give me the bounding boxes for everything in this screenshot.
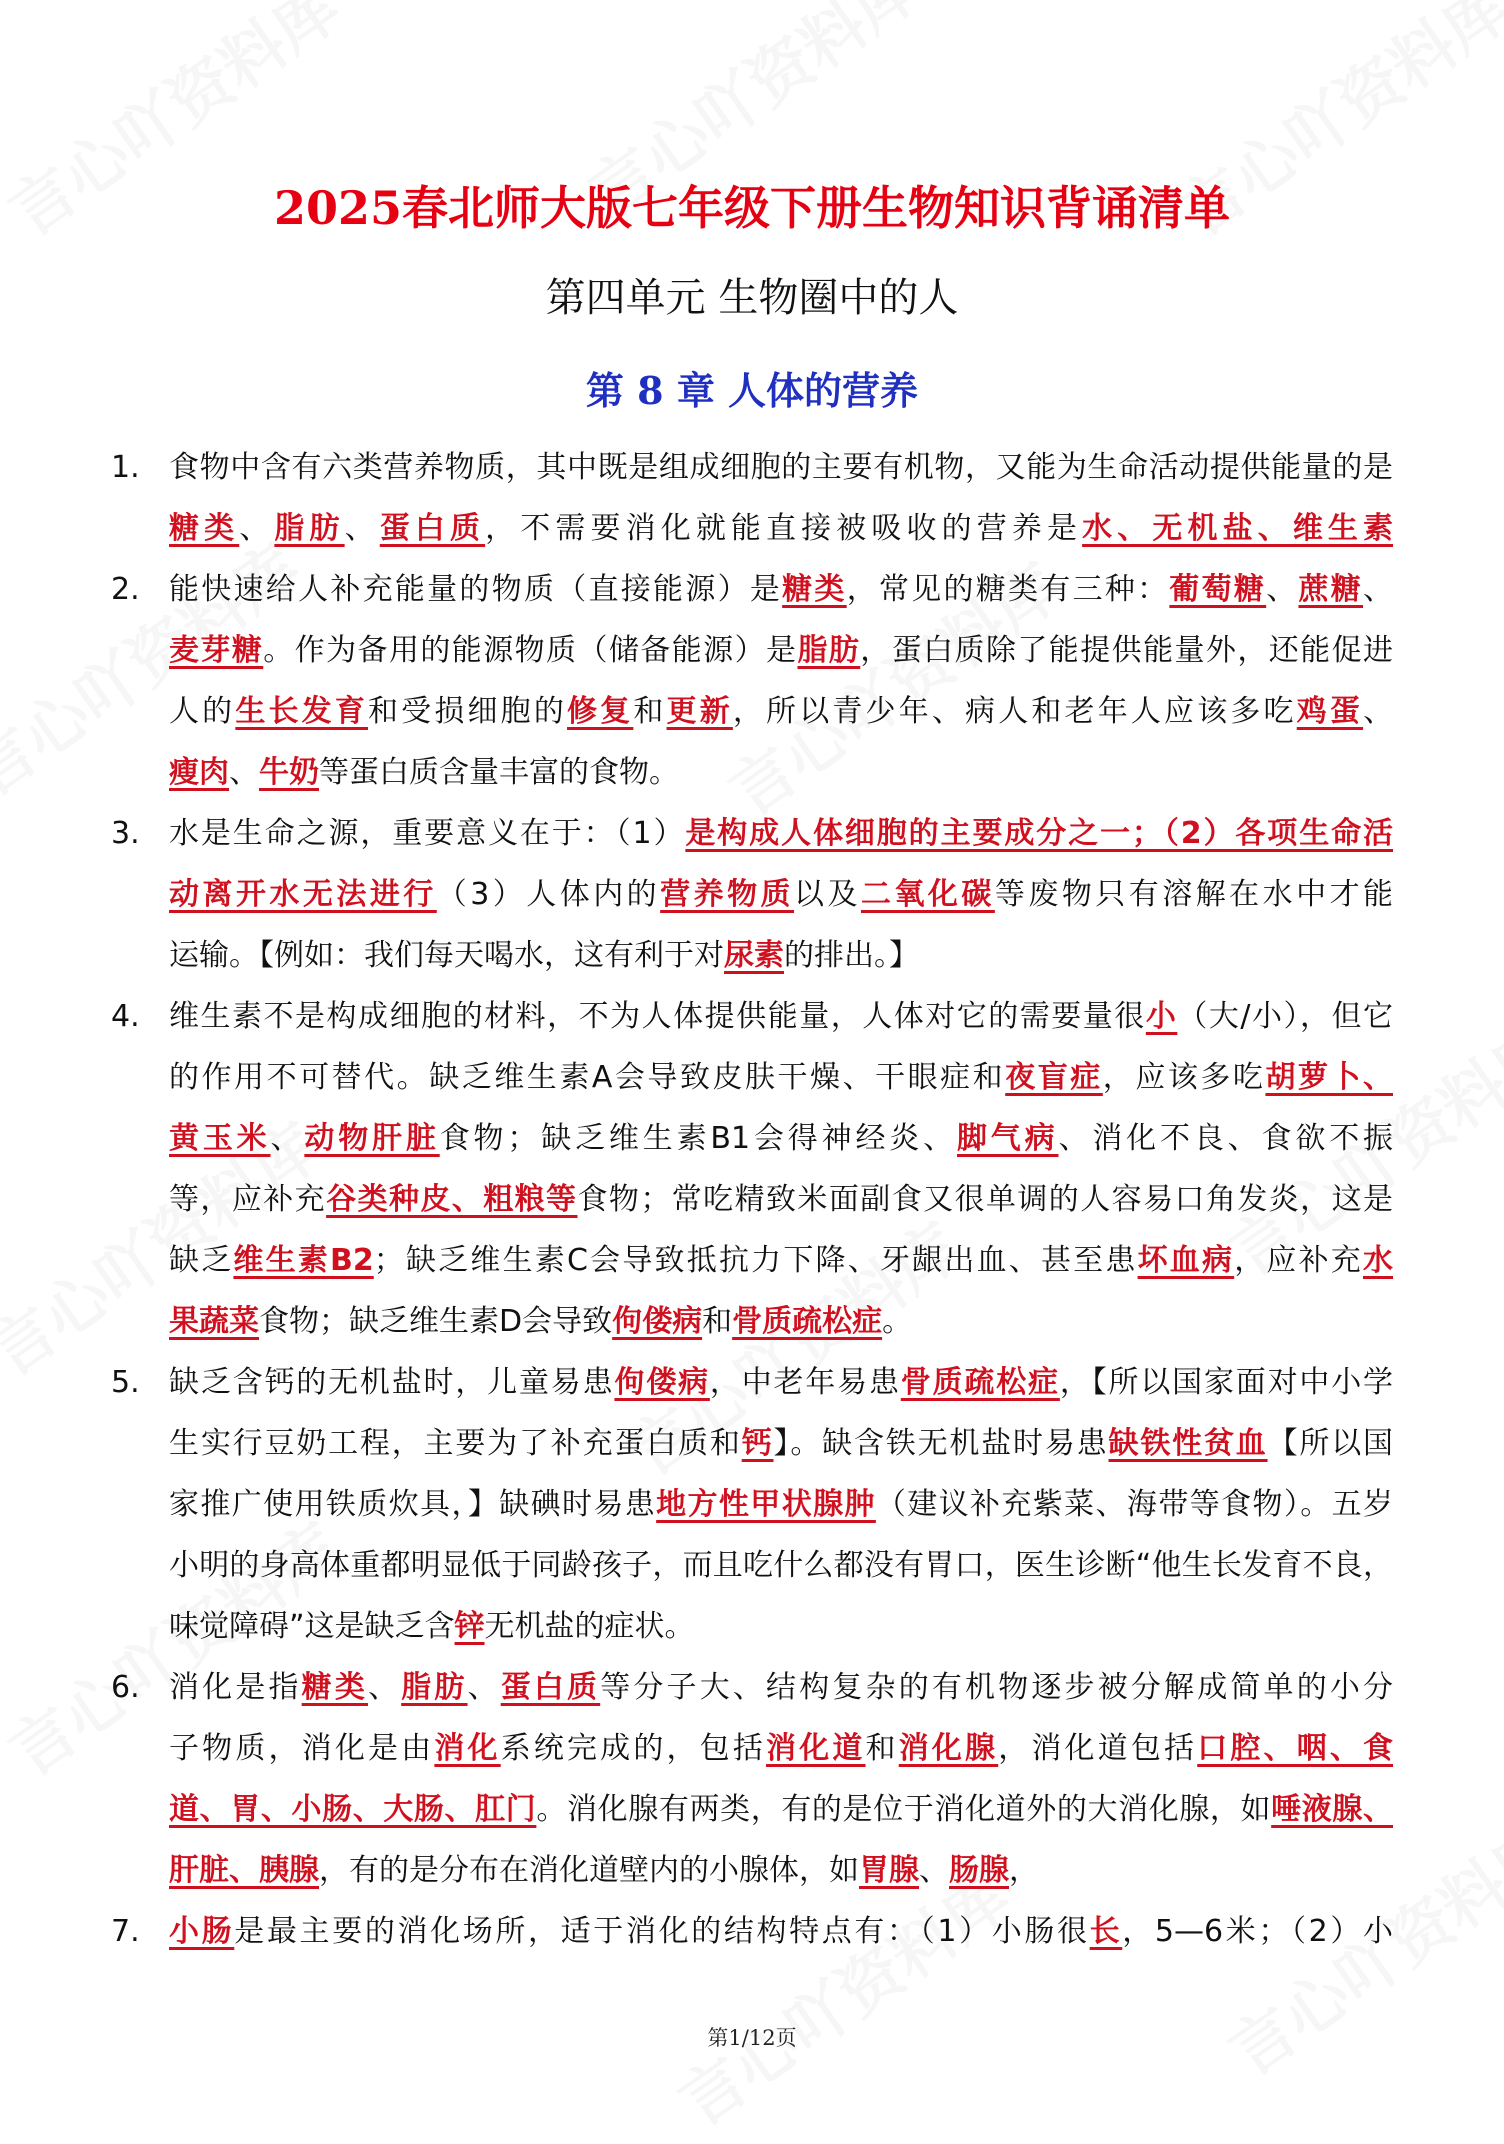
text-segment: 。作为备用的能源物质（储备能源）是 xyxy=(263,633,798,668)
answer-blank: 脂肪 xyxy=(797,633,861,668)
text-segment: 缺乏含钙的无机盐时，儿童易患 xyxy=(169,1365,615,1400)
text-line xyxy=(169,1047,1393,1108)
text-segment: 以及 xyxy=(794,877,861,912)
text-segment: 人的 xyxy=(169,694,236,729)
text-line xyxy=(169,1596,1393,1657)
text-segment: 、 xyxy=(229,755,259,790)
text-line xyxy=(169,681,1393,742)
answer-blank: 肝脏、 xyxy=(169,1853,259,1888)
answer-blank: 麦芽糖 xyxy=(169,633,264,668)
answer-blank: 佝偻病 xyxy=(612,1304,703,1339)
text-line xyxy=(169,620,1393,681)
text-segment: ；缺乏维生素C会导致抵抗力下降、牙龈出血、甚至患 xyxy=(373,1243,1138,1278)
answer-blank: 糖类 xyxy=(782,572,847,607)
text-segment: 的排出。】 xyxy=(784,938,919,973)
text-line xyxy=(169,1474,1393,1535)
answer-blank: 动物肝脏 xyxy=(304,1121,440,1156)
text-segment: 食物；缺乏维生素B1会得神经炎、 xyxy=(439,1121,957,1156)
answer-blank: 牛奶 xyxy=(259,755,319,790)
item-number: 2. xyxy=(111,572,140,607)
text-line xyxy=(169,925,1393,986)
document-title: 2025春北师大版七年级下册生物知识背诵清单 xyxy=(273,181,1231,235)
list-item xyxy=(0,803,1504,986)
text-segment: （建议补充紫菜、海带等食物）。五岁 xyxy=(875,1487,1393,1522)
item-number: 6. xyxy=(111,1670,140,1705)
text-line xyxy=(169,986,1393,1047)
answer-blank: 糖类 xyxy=(301,1670,369,1705)
answer-blank: 水 xyxy=(1363,1243,1393,1278)
text-segment: 和 xyxy=(633,694,667,729)
text-line xyxy=(169,1352,1393,1413)
answer-blank: 尿素 xyxy=(724,938,784,973)
text-line xyxy=(169,1413,1393,1474)
text-segment: 、 xyxy=(270,1121,305,1156)
answer-blank: 二氧化碳 xyxy=(860,877,995,912)
text-segment: ，蛋白质除了能提供能量外，还能促进 xyxy=(860,633,1393,668)
answer-blank: 瘦肉 xyxy=(169,755,229,790)
text-segment: ，应补充 xyxy=(1234,1243,1363,1278)
text-segment: 和 xyxy=(702,1304,733,1339)
text-line xyxy=(169,803,1393,864)
text-segment: 消化是指 xyxy=(169,1670,302,1705)
text-line xyxy=(169,1840,1393,1901)
text-line xyxy=(169,1169,1393,1230)
answer-blank: 水、无机盐、维生素 xyxy=(1082,511,1393,546)
text-line xyxy=(169,1230,1393,1291)
text-segment: 维生素不是构成细胞的材料，不为人体提供能量，人体对它的需要量很 xyxy=(169,999,1146,1034)
text-segment: 【所以国 xyxy=(1267,1426,1393,1461)
page-number: 第1/12页 xyxy=(707,2026,797,2050)
text-segment: ，【所以国家面对中小学 xyxy=(1059,1365,1393,1400)
text-line xyxy=(169,1779,1393,1840)
answer-blank: 胃腺 xyxy=(859,1853,919,1888)
text-line xyxy=(169,437,1393,498)
answer-blank: 糖类 xyxy=(169,511,240,546)
text-line xyxy=(169,498,1393,559)
answer-blank: 消化腺 xyxy=(898,1731,999,1766)
answer-blank: 谷类种皮、粗粮等 xyxy=(326,1182,578,1217)
item-number: 4. xyxy=(111,999,140,1034)
text-segment: ，5—6米；（2）小 xyxy=(1122,1914,1393,1949)
text-segment: ，常见的糖类有三种： xyxy=(846,572,1170,607)
answer-blank: 消化 xyxy=(434,1731,501,1766)
text-segment: 。消化腺有两类，有的是位于消化道外的大消化腺，如 xyxy=(536,1792,1272,1827)
text-segment: 、 xyxy=(1363,572,1393,607)
answer-blank: 佝偻病 xyxy=(614,1365,710,1400)
text-line xyxy=(169,864,1393,925)
answer-blank: 修复 xyxy=(567,694,634,729)
answer-blank: 道、胃、小肠、大肠、肛门 xyxy=(169,1792,537,1827)
unit-title: 第四单元 生物圈中的人 xyxy=(545,275,959,321)
answer-blank: 骨质疏松症 xyxy=(732,1304,883,1339)
text-line xyxy=(169,1108,1393,1169)
text-segment: 食物；常吃精致米面副食又很单调的人容易口角发炎，这是 xyxy=(577,1182,1393,1217)
answer-blank: 蛋白质 xyxy=(500,1670,601,1705)
text-line xyxy=(169,1718,1393,1779)
text-segment: 】。缺含铁无机盐时易患 xyxy=(773,1426,1109,1461)
answer-blank: 肠腺 xyxy=(949,1853,1009,1888)
answer-blank: 锌 xyxy=(454,1609,485,1644)
answer-blank: 骨质疏松症 xyxy=(900,1365,1060,1400)
answer-blank: 小 xyxy=(1145,999,1178,1034)
answer-blank: 地方性甲状腺肿 xyxy=(656,1487,876,1522)
text-segment: 生实行豆奶工程，主要为了补充蛋白质和 xyxy=(169,1426,742,1461)
text-segment: 等，应补充 xyxy=(169,1182,327,1217)
text-segment: 、 xyxy=(368,1670,402,1705)
answer-blank: 口腔、咽、食 xyxy=(1197,1731,1393,1766)
answer-blank: 是构成人体细胞的主要成分之一；（2）各项生命活 xyxy=(685,816,1393,851)
text-segment: （大/小），但它 xyxy=(1177,999,1393,1034)
answer-blank: 小肠 xyxy=(169,1914,235,1949)
answer-blank: 胰腺 xyxy=(259,1853,319,1888)
answer-blank: 生长发育 xyxy=(235,694,369,729)
answer-blank: 钙 xyxy=(741,1426,774,1461)
text-segment: 味觉障碍”这是缺乏含 xyxy=(169,1609,455,1644)
answer-blank: 营养物质 xyxy=(660,877,795,912)
answer-blank: 消化道 xyxy=(766,1731,866,1766)
text-segment: 食物；缺乏维生素D会导致 xyxy=(259,1304,613,1339)
text-segment: 缺乏 xyxy=(169,1243,234,1278)
answer-blank: 蛋白质 xyxy=(379,511,486,546)
text-segment: 食物中含有六类营养物质，其中既是组成细胞的主要有机物，又能为生命活动提供能量的是 xyxy=(169,450,1393,485)
text-segment: 的作用不可替代。缺乏维生素A会导致皮肤干燥、干眼症和 xyxy=(169,1060,1006,1095)
text-segment: 小明的身高体重都明显低于同龄孩子，而且吃什么都没有胃口，医生诊断“他生长发育不良， xyxy=(169,1548,1393,1583)
text-segment: 水是生命之源，重要意义在于：（1） xyxy=(169,816,686,851)
text-line xyxy=(169,1291,1393,1352)
text-segment: 是最主要的消化场所，适于消化的结构特点有：（1）小肠很 xyxy=(234,1914,1090,1949)
item-number: 3. xyxy=(111,816,140,851)
list-item xyxy=(0,1352,1504,1657)
list-item xyxy=(0,1901,1504,1962)
knowledge-list xyxy=(0,437,1504,1962)
answer-blank: 蔗糖 xyxy=(1298,572,1364,607)
text-segment: 和受损细胞的 xyxy=(368,694,568,729)
text-segment: ，不需要消化就能直接被吸收的营养是 xyxy=(485,511,1083,546)
answer-blank: 唾液腺、 xyxy=(1271,1792,1393,1827)
text-segment: 、 xyxy=(919,1853,949,1888)
answer-blank: 果蔬菜 xyxy=(169,1304,259,1339)
answer-blank: 脚气病 xyxy=(956,1121,1059,1156)
list-item xyxy=(0,1657,1504,1901)
list-item xyxy=(0,437,1504,559)
text-segment: 无机盐的症状。 xyxy=(484,1609,695,1644)
answer-blank: 胡萝卜、 xyxy=(1265,1060,1393,1095)
text-line xyxy=(169,559,1393,620)
list-item xyxy=(0,986,1504,1352)
answer-blank: 坏血病 xyxy=(1137,1243,1235,1278)
text-segment: 、 xyxy=(1363,694,1393,729)
text-segment: （3）人体内的 xyxy=(436,877,661,912)
text-segment: ，应该多吃 xyxy=(1102,1060,1266,1095)
item-number: 5. xyxy=(111,1365,140,1400)
text-segment: 、 xyxy=(344,511,380,546)
answer-blank: 长 xyxy=(1089,1914,1123,1949)
text-segment: 运输。【例如：我们每天喝水，这有利于对 xyxy=(169,938,724,973)
answer-blank: 更新 xyxy=(666,694,733,729)
text-segment: 子物质，消化是由 xyxy=(169,1731,435,1766)
text-segment: 、 xyxy=(467,1670,501,1705)
text-segment: 。 xyxy=(882,1304,913,1339)
answer-blank: 脂肪 xyxy=(401,1670,468,1705)
text-segment: ，中老年易患 xyxy=(709,1365,901,1400)
text-segment: ，消化道包括 xyxy=(998,1731,1198,1766)
list-item xyxy=(0,559,1504,803)
text-line xyxy=(169,742,1393,803)
answer-blank: 夜盲症 xyxy=(1005,1060,1103,1095)
text-segment: 等废物只有溶解在水中才能 xyxy=(994,877,1393,912)
text-segment: ，有的是分布在消化道壁内的小腺体，如 xyxy=(319,1853,859,1888)
text-segment: 和 xyxy=(865,1731,899,1766)
answer-blank: 维生素B2 xyxy=(233,1243,374,1278)
text-segment: ，所以青少年、病人和老年人应该多吃 xyxy=(732,694,1297,729)
answer-blank: 鸡蛋 xyxy=(1296,694,1364,729)
text-line xyxy=(169,1535,1393,1596)
answer-blank: 缺铁性贫血 xyxy=(1108,1426,1268,1461)
answer-blank: 动离开水无法进行 xyxy=(169,877,437,912)
text-line xyxy=(169,1901,1393,1962)
text-segment: 等分子大、结构复杂的有机物逐步被分解成简单的小分 xyxy=(600,1670,1393,1705)
chapter-title: 第 8 章 人体的营养 xyxy=(585,368,919,413)
text-line xyxy=(169,1657,1393,1718)
item-number: 7. xyxy=(111,1914,140,1949)
text-segment: 、 xyxy=(1266,572,1299,607)
text-segment: 能快速给人补充能量的物质（直接能源）是 xyxy=(169,572,783,607)
text-segment: 、 xyxy=(239,511,275,546)
answer-blank: 脂肪 xyxy=(274,511,345,546)
text-segment: ， xyxy=(1009,1853,1039,1888)
text-segment: 家推广使用铁质炊具，】缺碘时易患 xyxy=(169,1487,657,1522)
text-segment: 系统完成的，包括 xyxy=(500,1731,767,1766)
answer-blank: 黄玉米 xyxy=(169,1121,271,1156)
text-segment: 、消化不良、食欲不振 xyxy=(1058,1121,1393,1156)
item-number: 1. xyxy=(111,450,140,485)
text-segment: 等蛋白质含量丰富的食物。 xyxy=(319,755,679,790)
answer-blank: 葡萄糖 xyxy=(1169,572,1267,607)
